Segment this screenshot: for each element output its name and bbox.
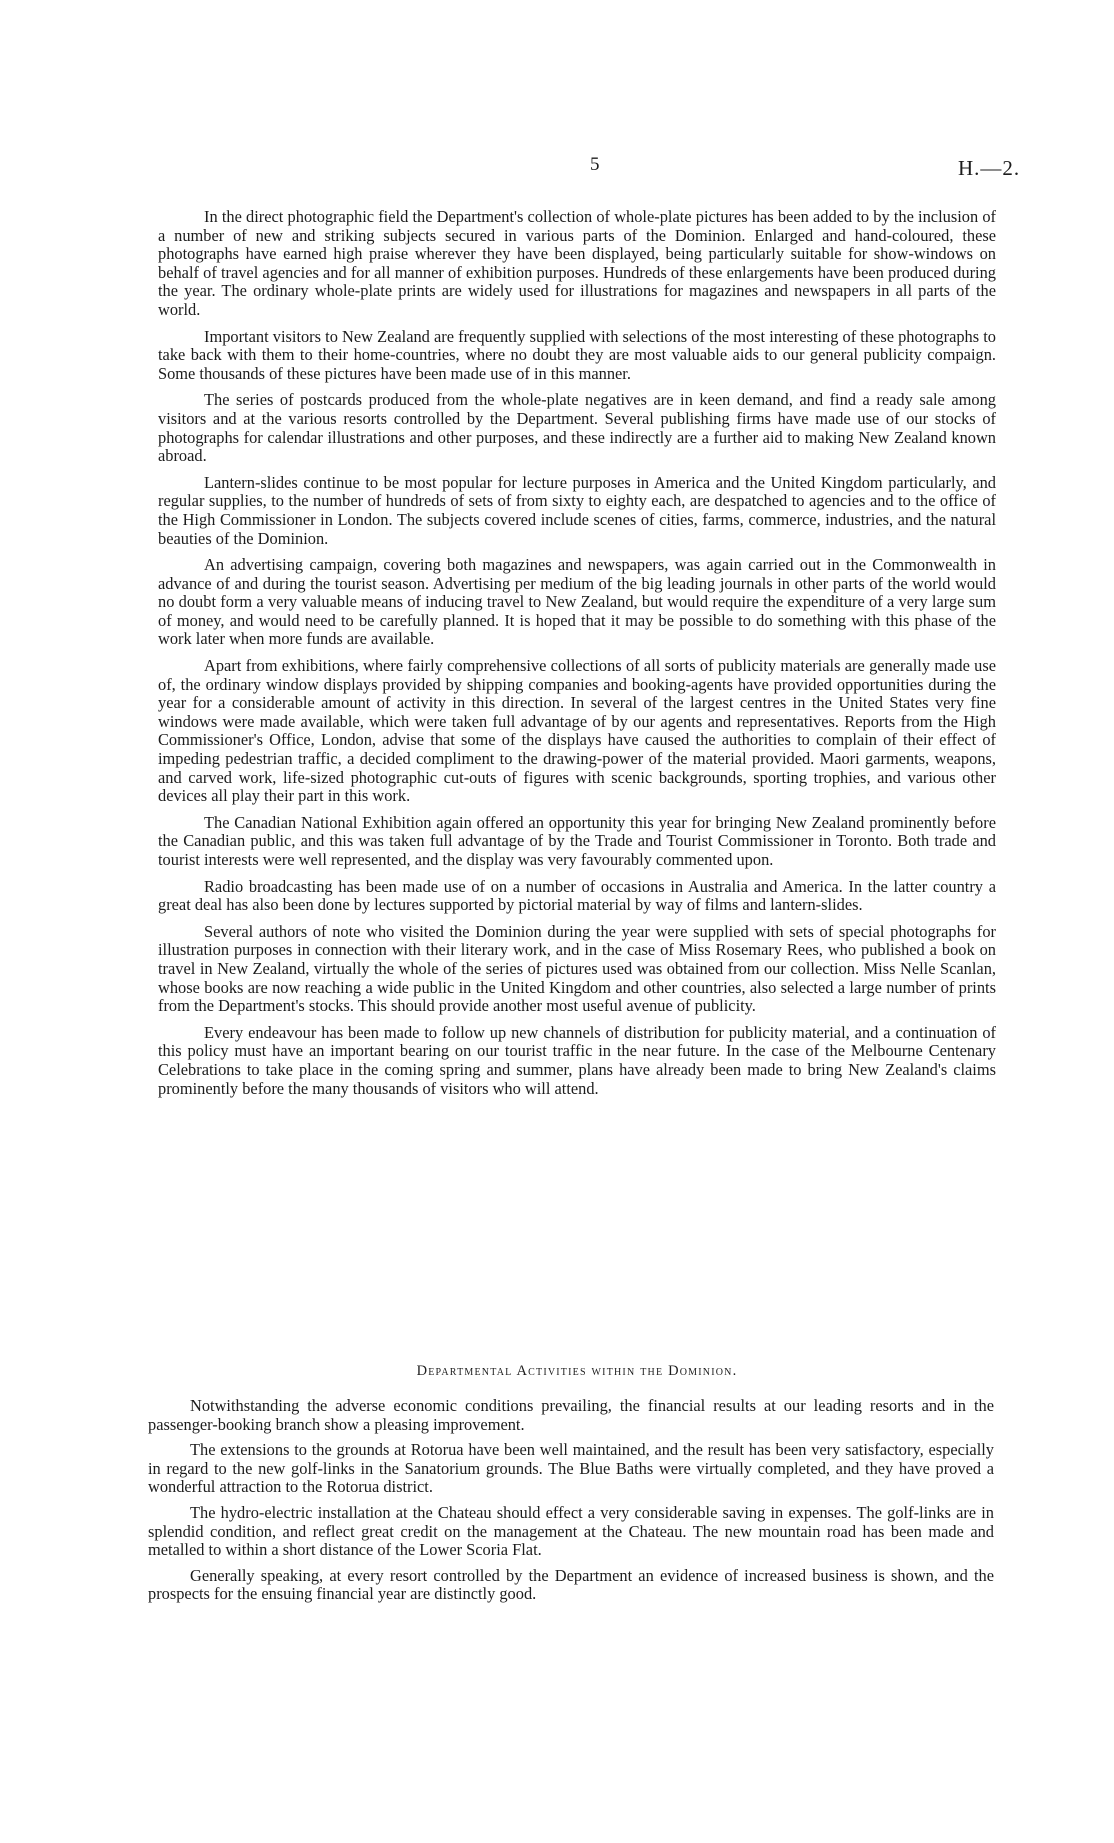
publicity-section-body	[158, 208, 996, 1106]
paragraph-photographs: In the direct photographic field the Department's collection of whole-plate pictures has been added to by the inclusion of a number of new and striking subjects secured in various parts of the Dominion. Enlarged and hand-coloured, these photographs have earned high praise wherever they have been displayed, being particularly suitable for show-windows on behalf of travel agencies and for all manner of exhibition purposes. Hundreds of these enlargements have been produced during the year. The ordinary whole-plate prints are widely used for illustrations for magazines and newspapers in all parts of the world.	[158, 207, 996, 319]
section-heading: Departmental Activities within the Dominion.	[416, 1363, 738, 1379]
paragraph-canadian-exhibition: The Canadian National Exhibition again offered an opportunity this year for bringing New Zealand prominently before the Canadian public, and this was taken full advantage of by the Trade and Tourist Commissioner in Toronto. Both trade and tourist interests were well represented, and the display was very favourably commented upon.	[158, 812, 996, 869]
paragraph-authors: Several authors of note who visited the Dominion during the year were supplied with sets of special photographs for illustration purposes in connection with their literary work, and in the case of Miss Rosemary Rees, who published a book on travel in New Zealand, virtually the whole of the series of pictures used was obtained from our collection. Miss Nelle Scanlan, whose books are now reaching a wide public in the United Kingdom and other countries, also selected a large number of prints from the Department's stocks. This should provide another most useful avenue of publicity.	[158, 921, 996, 1016]
paragraph-distribution: Every endeavour has been made to follow up new channels of distribution for publicity material, and a continuation of this policy must have an important bearing on our tourist traffic in the near future. In the case of the Melbourne Centenary Celebrations to take place in the coming spring and summer, plans have already been made to bring New Zealand's claims prominently before the many thousands of visitors who will attend.	[158, 1022, 996, 1098]
paragraph-rotorua: The extensions to the grounds at Rotorua have been well maintained, and the result has been very satisfactory, especially in regard to the new golf-links in the Sanatorium grounds. The Blue Baths were virtually completed, and they have proved a wonderful attraction to the Rotorua district.	[148, 1440, 994, 1497]
page-number: 5	[590, 154, 600, 175]
departmental-section-body	[148, 1397, 994, 1611]
paragraph-advertising: An advertising campaign, covering both magazines and newspapers, was again carried out in the Commonwealth in advance of and during the tourist season. Advertising per medium of the big leading journals in other parts of the world would no doubt form a very valuable means of inducing travel to New Zealand, but would require the expenditure of a very large sum of money, and would need to be carefully planned. It is hoped that it may be possible to do something with this phase of the work later when more funds are available.	[158, 555, 996, 649]
paragraph-lantern-slides: Lantern-slides continue to be most popular for lecture purposes in America and the United Kingdom particularly, and regular supplies, to the number of hundreds of sets of from sixty to eighty each, are despatched to agencies and to the office of the High Commissioner in London. The subjects covered include scenes of cities, farms, commerce, industries, and the natural beauties of the Dominion.	[158, 472, 996, 548]
page-header	[0, 154, 1114, 184]
paragraph-chateau: The hydro-electric installation at the Chateau should effect a very considerable saving in expenses. The golf-links are in splendid condition, and reflect great credit on the management at the Chateau. The new mountain road has been made and metalled to within a short distance of the Lower Scoria Flat.	[148, 1502, 994, 1560]
paragraph-window-displays: Apart from exhibitions, where fairly comprehensive collections of all sorts of publicity materials are generally made use of, the ordinary window displays provided by shipping companies and booking-agents have provided opportunities during the year for a considerable amount of activity in this direction. In several of the largest centres in the United States very fine windows were made available, which were taken full advantage of by our agents and representatives. Reports from the High Commissioner's Office, London, advise that some of the displays have caused the authorities to complain of their effect of impeding pedestrian traffic, a decided compliment to the drawing-power of the material provided. Maori garments, weapons, and carved work, life-sized photographic cut-outs of figures with scenic backgrounds, sporting trophies, and various other devices all play their part in this work.	[158, 656, 996, 806]
document-reference: H.—2.	[958, 156, 1021, 180]
paragraph-visitors: Important visitors to New Zealand are frequently supplied with selections of the most interesting of these photographs to take back with them to their home-countries, where no doubt they are most valuable aids to our general publicity compaign. Some thousands of these pictures have been made use of in this manner.	[158, 326, 996, 383]
paragraph-economic-conditions: Notwithstanding the adverse economic conditions prevailing, the financial results at our leading resorts and in the passenger-booking branch show a pleasing improvement.	[148, 1396, 994, 1434]
paragraph-postcards: The series of postcards produced from the whole-plate negatives are in keen demand, and find a ready sale among visitors and at the various resorts controlled by the Department. Several publishing firms have made use of our stocks of photographs for calendar illustrations and other purposes, and these indirectly are a further aid to making New Zealand known abroad.	[158, 390, 996, 466]
paragraph-radio: Radio broadcasting has been made use of on a number of occasions in Australia and America. In the latter country a great deal has also been done by lectures supported by pictorial material by way of films and lantern-slides.	[158, 876, 996, 915]
paragraph-prospects: Generally speaking, at every resort controlled by the Department an evidence of increased business is shown, and the prospects for the ensuing financial year are distinctly good.	[148, 1565, 994, 1604]
